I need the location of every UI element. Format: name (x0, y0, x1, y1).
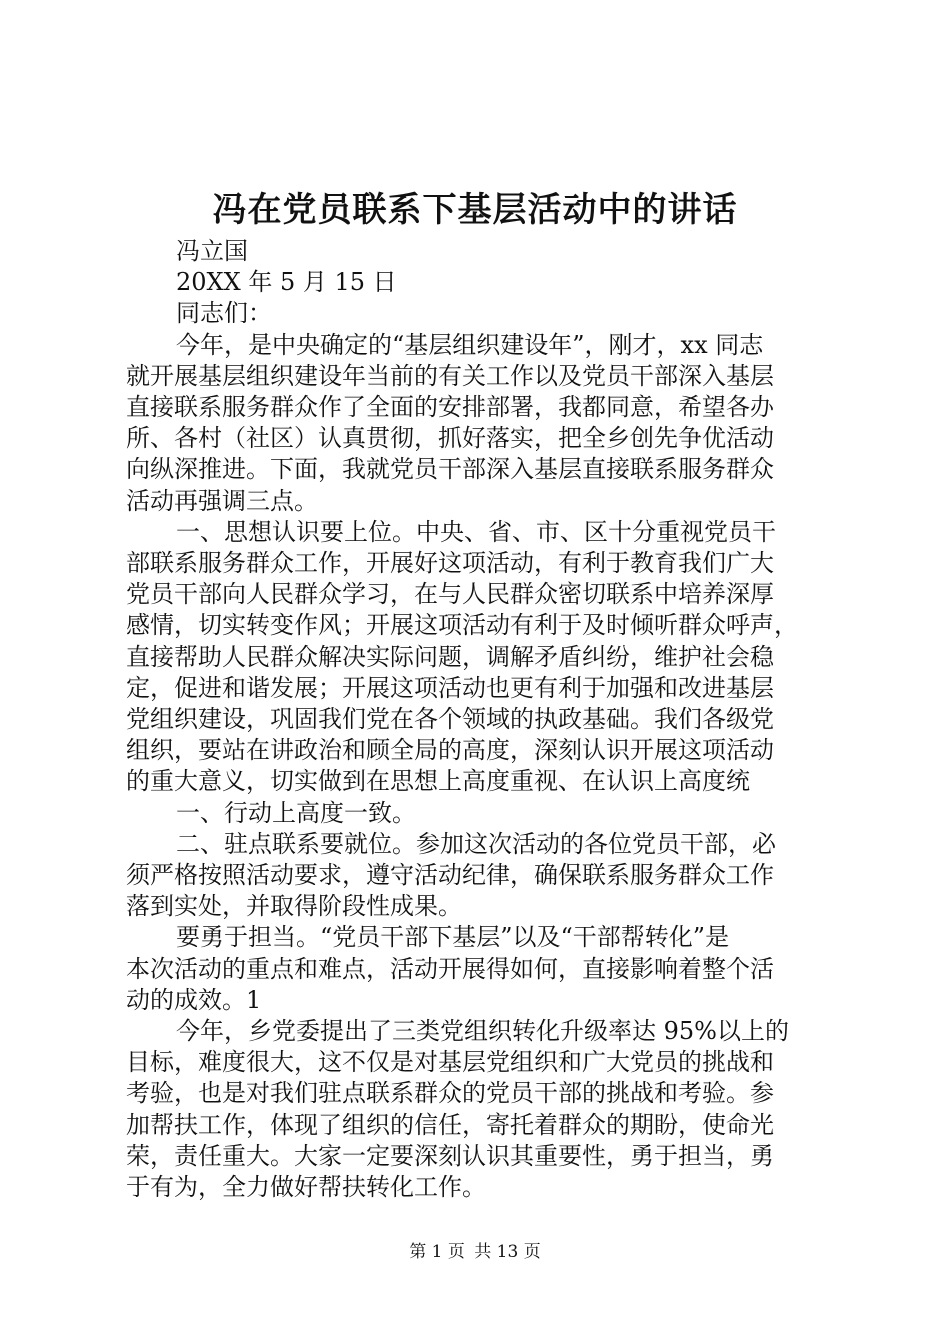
body-line: 感情，切实转变作风；开展这项活动有利于及时倾听群众呼声， (126, 611, 798, 640)
document-body (126, 236, 834, 1203)
body-line: 本次活动的重点和难点，活动开展得如何，直接影响着整个活 (126, 954, 774, 983)
body-line: 直接帮助人民群众解决实际问题，调解矛盾纠纷，维护社会稳 (126, 642, 774, 671)
body-line: 今年，是中央确定的“基层组织建设年”，刚才，xx 同志 (176, 330, 764, 359)
body-line: 活动再强调三点。 (126, 486, 318, 515)
body-line: 部联系服务群众工作，开展好这项活动，有利于教育我们广大 (126, 549, 774, 578)
page-footer (0, 1240, 950, 1264)
body-line: 动的成效。1 (126, 985, 262, 1014)
body-line: 须严格按照活动要求，遵守活动纪律，确保联系服务群众工作 (126, 861, 774, 890)
body-line: 的重大意义，切实做到在思想上高度重视、在认识上高度统 (126, 767, 750, 796)
body-line: 今年，乡党委提出了三类党组织转化升级率达 95%以上的 (176, 1017, 789, 1046)
body-line: 加帮扶工作，体现了组织的信任，寄托着群众的期盼，使命光 (126, 1110, 774, 1139)
page-number: 第 1 页 (409, 1242, 465, 1262)
body-line: 组织，要站在讲政治和顾全局的高度，深刻认识开展这项活动 (126, 736, 774, 765)
body-line: 于有为，全力做好帮扶转化工作。 (126, 1173, 486, 1202)
body-line: 向纵深推进。下面，我就党员干部深入基层直接联系服务群众 (126, 455, 774, 484)
author-line: 冯立国 (176, 237, 248, 265)
body-line: 所、各村（社区）认真贯彻，抓好落实，把全乡创先争优活动 (126, 424, 774, 453)
salutation-line: 同志们： (176, 299, 272, 328)
body-line: 目标，难度很大，这不仅是对基层党组织和广大党员的挑战和 (126, 1048, 774, 1077)
body-line: 就开展基层组织建设年当前的有关工作以及党员干部深入基层 (126, 361, 774, 390)
body-line: 要勇于担当。“党员干部下基层”以及“干部帮转化”是 (176, 923, 730, 952)
date-line: 20XX 年 5 月 15 日 (176, 268, 397, 297)
body-line: 一、行动上高度一致。 (176, 798, 416, 827)
body-line: 一、思想认识要上位。中央、省、市、区十分重视党员干 (176, 517, 776, 546)
body-line: 落到实处，并取得阶段性成果。 (126, 892, 462, 921)
body-line: 二、驻点联系要就位。参加这次活动的各位党员干部，必 (176, 829, 776, 858)
body-line: 考验，也是对我们驻点联系群众的党员干部的挑战和考验。参 (126, 1079, 774, 1108)
body-line: 定，促进和谐发展；开展这项活动也更有利于加强和改进基层 (126, 673, 774, 702)
document-title: 冯在党员联系下基层活动中的讲话 (212, 190, 738, 230)
body-line: 直接联系服务群众作了全面的安排部署，我都同意，希望各办 (126, 393, 774, 422)
body-line: 党员干部向人民群众学习，在与人民群众密切联系中培养深厚 (126, 580, 774, 609)
body-line: 荣，责任重大。大家一定要深刻认识其重要性，勇于担当，勇 (126, 1141, 774, 1170)
page-total: 共 13 页 (474, 1242, 541, 1262)
body-line: 党组织建设，巩固我们党在各个领域的执政基础。我们各级党 (126, 705, 774, 734)
